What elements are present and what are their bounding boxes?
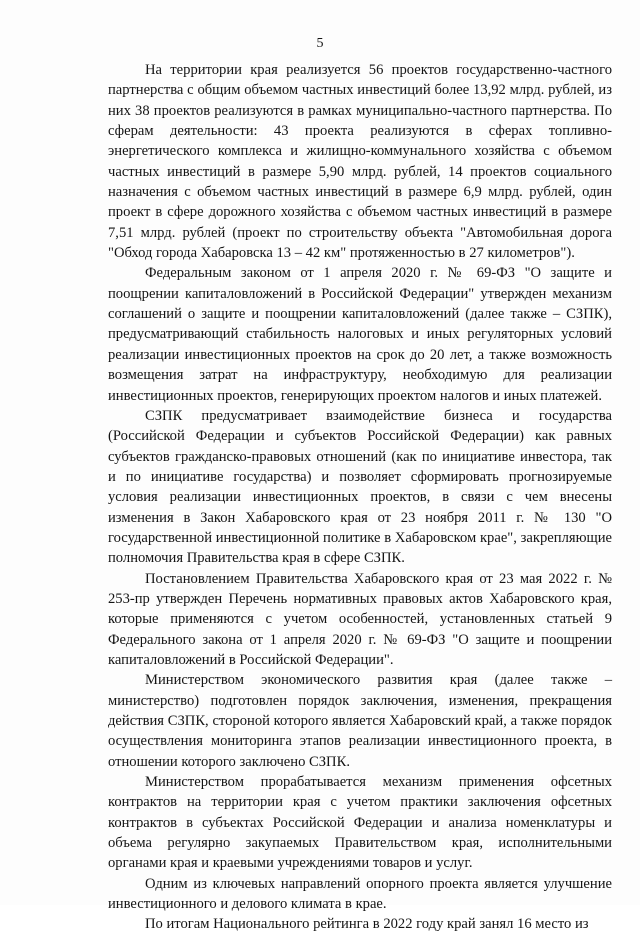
paragraph-ppp-projects: На территории края реализуется 56 проектов государственно-частного партнерства с общим объемом частных инвестиций более 13,92 млрд. рублей, из них 38 проектов реализуются в рамках муниципально-частного партнерства. По сферам деятельности: 43 проекта реализуются в сферах топливно-энергетического комплекса и жилищно-коммунального хозяйства с объемом частных инвестиций в размере 5,90 млрд. рублей, 14 проектов социального назначения с объемом частных инвестиций в размере 6,9 млрд. рублей, один проект в сфере дорожного хозяйства с объемом частных инвестиций в размере 7,51 млрд. рублей (проект по строительству объекта "Автомобильная дорога "Обход города Хабаровска 13 – 42 км" протяженностью в 27 километров"). — [108, 62, 612, 262]
paragraph-offset-contracts: Министерством прорабатывается механизм применения офсетных контрактов на территории края с учетом практики заключения офсетных контрактов в субъектах Российской Федерации и анализа номенклатуры и объема регулярно закупаемых Правительством края, исполнительными органами края и краевыми учреждениями товаров и услуг. — [108, 774, 612, 872]
paragraph-szpk-interaction: СЗПК предусматривает взаимодействие бизнеса и государства (Российской Федерации и субъектов Российской Федерации) как равных субъектов гражданско-правовых отношений (как по инициативе инвестора, так и по инициативе государства) и позволяет сформировать прогнозируемые условия реализации инвестиционных проектов, в связи с чем внесены изменения в Закон Хабаровского края от 23 ноября 2011 г. № 130 "О государственной инвестиционной политике в Хабаровском крае", закрепляющие полномочия Правительства края в сфере СЗПК. — [108, 407, 612, 567]
document-body — [108, 60, 612, 935]
paragraph-federal-law-69: Федеральным законом от 1 апреля 2020 г. № 69-ФЗ "О защите и поощрении капиталовложений в Российской Федерации" утвержден механизм соглашений о защите и поощрении капиталовложений (далее также – СЗПК), предусматривающий стабильность налоговых и иных регуляторных условий реализации инвестиционных проектов на срок до 20 лет, а также возможность возмещения затрат на инфраструктуру, необходимую для реализации инвестиционных проектов, генерирующих проектом налогов и иных платежей. — [108, 265, 612, 404]
page-number: 5 — [316, 36, 324, 51]
paragraph-resolution-253: Постановлением Правительства Хабаровского края от 23 мая 2022 г. № 253-пр утвержден Перечень нормативных правовых актов Хабаровского края, которые применяются с учетом особенностей, установленных статьей 9 Федерального закона от 1 апреля 2020 г. № 69-ФЗ "О защите и поощрении капиталовложений в Российской Федерации". — [108, 570, 612, 668]
paragraph-key-direction: Одним из ключевых направлений опорного проекта является улучшение инвестиционного и делового климата в крае. — [108, 875, 612, 913]
paragraph-national-rating: По итогам Национального рейтинга в 2022 году край занял 16 место из — [145, 916, 589, 933]
paragraph-ministry-procedure: Министерством экономического развития края (далее также – министерство) подготовлен порядок заключения, изменения, прекращения действия СЗПК, стороной которого является Хабаровский край, а также порядок осуществления мониторинга этапов реализации инвестиционного проекта, в отношении которого заключено СЗПК. — [108, 672, 612, 770]
